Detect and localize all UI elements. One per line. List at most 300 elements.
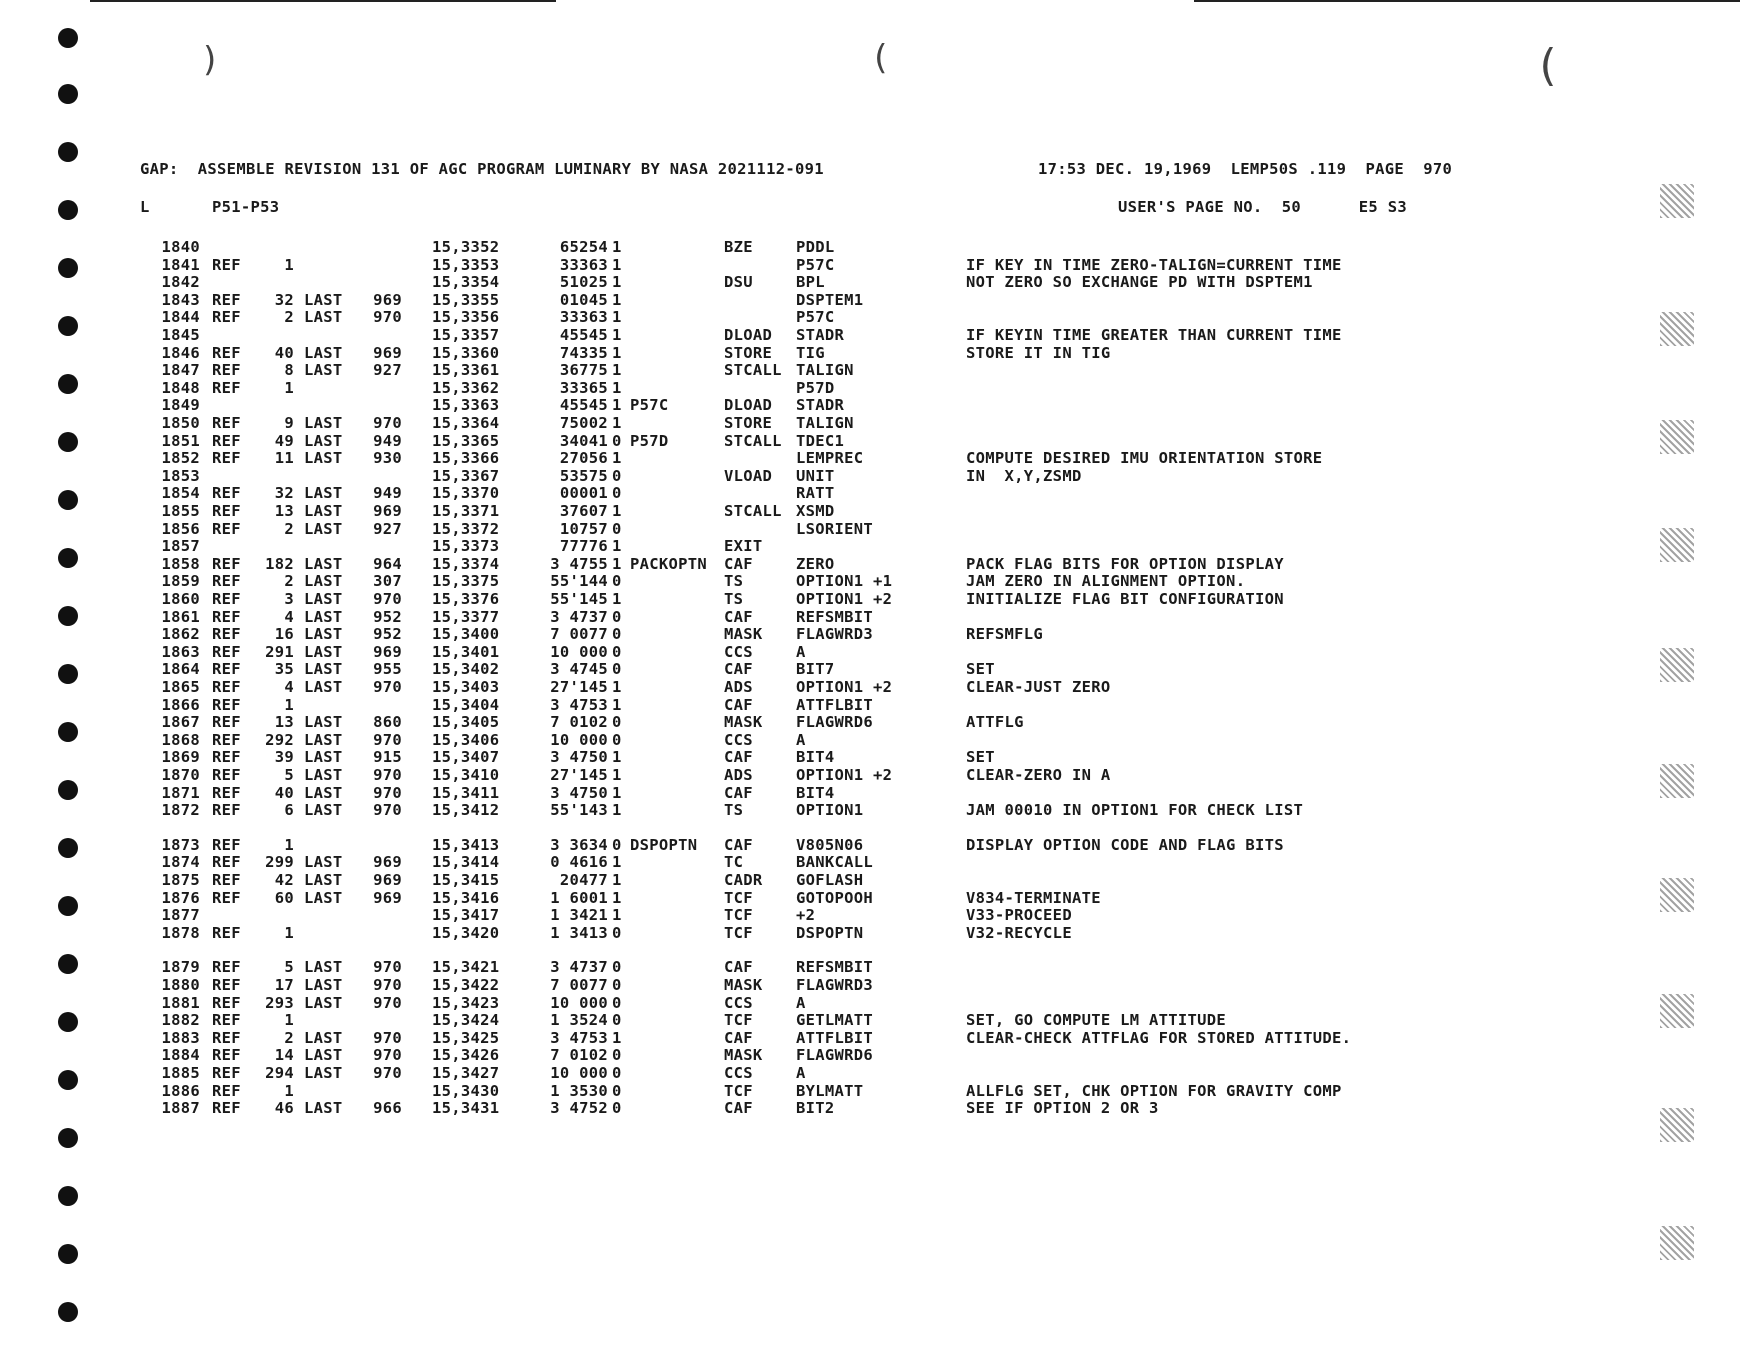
operand: FLAGWRD3 [796,625,874,644]
address: 15,3416 [432,888,500,907]
word-flag: 0 [612,923,622,942]
word-flag: 1 [612,396,622,415]
last-label: LAST [304,1064,343,1082]
line-number: 1862 [161,625,200,644]
address: 15,3430 [432,1081,500,1100]
operand: FLAGWRD6 [796,1046,874,1065]
opcode: TCF [724,1081,753,1100]
last-label: LAST [304,660,343,679]
octal-word: 10 000 [550,993,608,1012]
address: 15,3371 [432,502,500,520]
punch-hole [58,896,78,916]
last-label: LAST [304,766,343,784]
listing-row [120,555,1580,573]
octal-word: 10 000 [550,642,608,661]
section-title: P51-P53 [212,198,280,216]
word-flag: 0 [612,976,622,994]
octal-word: 1 6001 [550,888,608,907]
listing-row [120,976,1580,994]
line-number: 1857 [161,537,200,556]
line-number: 1850 [161,414,200,432]
word-flag: 0 [612,1064,622,1082]
octal-word: 3 4752 [550,1099,608,1118]
ref-count: 8 [284,361,294,380]
listing-row [120,1099,1580,1117]
opcode: STCALL [724,361,782,380]
ref-count: 60 [274,888,294,907]
octal-word: 3 4753 [550,695,608,714]
ref-label: REF [212,730,241,749]
listing-row [120,361,1580,379]
word-flag: 0 [612,484,622,503]
punch-hole [58,1186,78,1206]
last-label: LAST [304,361,343,380]
symbol-label: P57C [630,396,669,415]
last-page: 927 [373,361,402,380]
line-number: 1841 [161,255,200,274]
word-flag: 0 [612,730,622,749]
octal-word: 3 4750 [550,783,608,802]
listing-row [120,801,1580,819]
operand: FLAGWRD6 [796,713,874,732]
punch-hole [58,316,78,336]
ref-label: REF [212,590,241,608]
octal-word: 77776 [559,537,608,556]
line-number: 1845 [161,326,200,344]
address: 15,3366 [432,449,500,468]
ref-label: REF [212,1099,241,1118]
ref-count: 40 [274,343,294,362]
word-flag: 0 [612,466,622,485]
last-label: LAST [304,449,343,468]
opcode: CADR [724,871,763,889]
operand: BIT2 [796,1099,835,1118]
word-flag: 1 [612,537,622,556]
word-flag: 0 [612,1046,622,1065]
word-flag: 1 [612,871,622,889]
symbol-label: P57D [630,431,669,450]
operand: TIG [796,343,825,362]
operand: OPTION1 +2 [796,678,893,696]
listing-row [120,344,1580,362]
octal-word: 36775 [559,361,608,380]
opcode: CAF [724,958,753,977]
last-page: 970 [373,993,402,1012]
last-page: 970 [373,976,402,994]
address: 15,3422 [432,976,500,994]
ref-count: 40 [274,783,294,802]
ref-count: 4 [284,678,294,696]
last-label: LAST [304,590,343,608]
listing-row [120,853,1580,871]
octal-word: 65254 [559,238,608,256]
operand: ZERO [796,554,835,573]
address: 15,3352 [432,238,500,256]
ref-label: REF [212,255,241,274]
octal-word: 01045 [559,290,608,309]
ref-label: REF [212,748,241,767]
last-label: LAST [304,958,343,977]
address: 15,3431 [432,1099,500,1118]
address: 15,3404 [432,695,500,714]
listing-row [120,291,1580,309]
last-page: 964 [373,554,402,573]
listing-row [120,871,1580,889]
listing-row [120,273,1580,291]
last-label: LAST [304,713,343,732]
ref-label: REF [212,308,241,327]
opcode: TS [724,572,744,591]
ref-label: REF [212,835,241,854]
listing-row [120,379,1580,397]
opcode: TCF [724,1011,753,1030]
word-flag: 1 [612,308,622,327]
line-number: 1867 [161,713,200,732]
line-number: 1866 [161,695,200,714]
address: 15,3423 [432,993,500,1012]
ref-count: 11 [274,449,294,468]
word-flag: 0 [612,519,622,538]
ref-count: 1 [284,923,294,942]
opcode: CCS [724,993,753,1012]
last-page: 970 [373,730,402,749]
ref-count: 1 [284,1011,294,1030]
ref-label: REF [212,343,241,362]
address: 15,3355 [432,290,500,309]
line-number: 1865 [161,678,200,696]
last-page: 970 [373,1064,402,1082]
octal-word: 3 4753 [550,1028,608,1047]
opcode: CAF [724,835,753,854]
last-label: LAST [304,976,343,994]
address: 15,3411 [432,783,500,802]
address: 15,3362 [432,378,500,397]
octal-word: 1 3421 [550,906,608,925]
line-number: 1873 [161,835,200,854]
operand: BIT4 [796,748,835,767]
line-number: 1871 [161,783,200,802]
operand: OPTION1 [796,801,864,820]
octal-word: 10 000 [550,1064,608,1082]
line-number: 1846 [161,343,200,362]
line-number: 1884 [161,1046,200,1065]
octal-word: 45545 [559,326,608,344]
comment: CLEAR-ZERO IN A [966,766,1111,784]
ref-count: 16 [274,625,294,644]
opcode: DLOAD [724,326,773,344]
last-page: 969 [373,642,402,661]
word-flag: 1 [612,766,622,784]
ref-label: REF [212,853,241,872]
last-page: 970 [373,801,402,820]
address: 15,3364 [432,414,500,432]
line-number: 1874 [161,853,200,872]
operand: ATTFLBIT [796,695,874,714]
address: 15,3415 [432,871,500,889]
ref-label: REF [212,976,241,994]
opcode: CAF [724,660,753,679]
ref-count: 5 [284,958,294,977]
ref-count: 3 [284,590,294,608]
address: 15,3424 [432,1011,500,1030]
ref-count: 293 [265,993,294,1012]
address: 15,3354 [432,273,500,292]
last-label: LAST [304,607,343,626]
octal-word: 45545 [559,396,608,415]
scan-noise [1660,528,1694,562]
word-flag: 1 [612,590,622,608]
last-label: LAST [304,572,343,591]
octal-word: 10757 [559,519,608,538]
octal-word: 55'143 [550,801,608,820]
ref-count: 294 [265,1064,294,1082]
address: 15,3363 [432,396,500,415]
last-label: LAST [304,290,343,309]
opcode: MASK [724,713,763,732]
comment: V834-TERMINATE [966,888,1101,907]
last-page: 970 [373,678,402,696]
address: 15,3372 [432,519,500,538]
comment: CLEAR-CHECK ATTFLAG FOR STORED ATTITUDE. [966,1028,1352,1047]
last-page: 969 [373,502,402,520]
line-number: 1844 [161,308,200,327]
address: 15,3421 [432,958,500,977]
comment: DISPLAY OPTION CODE AND FLAG BITS [966,835,1284,854]
octal-word: 33363 [559,255,608,274]
operand: A [796,1064,806,1082]
operand: GETLMATT [796,1011,874,1030]
listing-row [120,537,1580,555]
last-page: 970 [373,1046,402,1065]
line-number: 1870 [161,766,200,784]
ref-label: REF [212,484,241,503]
ref-label: REF [212,888,241,907]
ref-label: REF [212,1011,241,1030]
paper-curl-mark: ) [200,40,221,80]
comment: JAM ZERO IN ALIGNMENT OPTION. [966,572,1246,591]
last-label: LAST [304,484,343,503]
line-number: 1879 [161,958,200,977]
ref-count: 42 [274,871,294,889]
line-number: 1859 [161,572,200,591]
listing-row [120,731,1580,749]
ref-label: REF [212,713,241,732]
ref-label: REF [212,1028,241,1047]
last-label: LAST [304,730,343,749]
operand: A [796,730,806,749]
listing-row [120,625,1580,643]
word-flag: 0 [612,431,622,450]
opcode: TCF [724,888,753,907]
operand: UNIT [796,466,835,485]
last-page: 969 [373,343,402,362]
operand: XSMD [796,502,835,520]
punch-hole [58,1070,78,1090]
punch-hole [58,432,78,452]
address: 15,3360 [432,343,500,362]
listing-row [120,484,1580,502]
ref-label: REF [212,1064,241,1082]
listing-row [120,1046,1580,1064]
word-flag: 0 [612,1099,622,1118]
last-page: 970 [373,590,402,608]
listing-row [120,660,1580,678]
address: 15,3414 [432,853,500,872]
last-label: LAST [304,642,343,661]
scan-noise [1660,312,1694,346]
comment: ALLFLG SET, CHK OPTION FOR GRAVITY COMP [966,1081,1342,1100]
line-number: 1852 [161,449,200,468]
line-number: 1876 [161,888,200,907]
listing-row [120,572,1580,590]
octal-word: 74335 [559,343,608,362]
octal-word: 3 4750 [550,748,608,767]
punch-hole [58,200,78,220]
operand: FLAGWRD3 [796,976,874,994]
last-page: 949 [373,484,402,503]
octal-word: 55'145 [550,590,608,608]
listing-row [120,696,1580,714]
last-label: LAST [304,1099,343,1118]
octal-word: 51025 [559,273,608,292]
line-number: 1847 [161,361,200,380]
punch-hole [58,1128,78,1148]
line-number: 1880 [161,976,200,994]
last-page: 860 [373,713,402,732]
opcode: STORE [724,343,773,362]
octal-word: 10 000 [550,730,608,749]
listing-row [120,678,1580,696]
opcode: STCALL [724,431,782,450]
last-page: 966 [373,1099,402,1118]
last-page: 969 [373,888,402,907]
word-flag: 0 [612,958,622,977]
comment: SET, GO COMPUTE LM ATTITUDE [966,1011,1227,1030]
scan-noise [1660,1226,1694,1260]
listing-row [120,1029,1580,1047]
ref-count: 32 [274,290,294,309]
listing-row [120,467,1580,485]
ref-count: 2 [284,1028,294,1047]
comment: NOT ZERO SO EXCHANGE PD WITH DSPTEM1 [966,273,1313,292]
operand: OPTION1 +2 [796,766,893,784]
ref-count: 6 [284,801,294,820]
last-page: 930 [373,449,402,468]
punch-hole [58,838,78,858]
ref-count: 5 [284,766,294,784]
ref-count: 14 [274,1046,294,1065]
ref-label: REF [212,290,241,309]
address: 15,3373 [432,537,500,556]
last-page: 969 [373,871,402,889]
line-number: 1863 [161,642,200,661]
ref-count: 4 [284,607,294,626]
listing-row [120,590,1580,608]
line-number: 1883 [161,1028,200,1047]
octal-word: 3 4755 [550,554,608,573]
octal-word: 20477 [559,871,608,889]
last-label: LAST [304,1046,343,1065]
operand: REFSMBIT [796,958,874,977]
line-number: 1848 [161,378,200,397]
octal-word: 27'145 [550,766,608,784]
last-label: LAST [304,783,343,802]
last-label: LAST [304,888,343,907]
word-flag: 0 [612,993,622,1012]
ref-count: 291 [265,642,294,661]
comment: INITIALIZE FLAG BIT CONFIGURATION [966,590,1284,608]
last-label: LAST [304,431,343,450]
operand: OPTION1 +2 [796,590,893,608]
last-label: LAST [304,625,343,644]
ref-label: REF [212,378,241,397]
scan-noise [1660,764,1694,798]
line-number: 1877 [161,906,200,925]
last-page: 915 [373,748,402,767]
operand: V805N06 [796,835,864,854]
address: 15,3403 [432,678,500,696]
comment: SET [966,660,995,679]
ref-count: 13 [274,502,294,520]
comment: IF KEY IN TIME ZERO-TALIGN=CURRENT TIME [966,255,1342,274]
address: 15,3413 [432,835,500,854]
punch-hole [58,606,78,626]
assembly-header: GAP: ASSEMBLE REVISION 131 OF AGC PROGRAM LUMINARY BY NASA 2021112-091 [140,160,824,178]
comment: REFSMFLG [966,625,1044,644]
line-number: 1855 [161,502,200,520]
top-rule-left [90,0,556,2]
word-flag: 1 [612,255,622,274]
comment: CLEAR-JUST ZERO [966,678,1111,696]
ref-count: 182 [265,554,294,573]
scan-noise [1660,1108,1694,1142]
top-rule-right [1194,0,1740,2]
octal-word: 3 4745 [550,660,608,679]
scan-noise [1660,420,1694,454]
opcode: ADS [724,766,753,784]
address: 15,3401 [432,642,500,661]
opcode: TCF [724,923,753,942]
ref-label: REF [212,993,241,1012]
listing-row [120,520,1580,538]
operand: TDEC1 [796,431,845,450]
listing-row [120,396,1580,414]
ref-label: REF [212,660,241,679]
last-page: 949 [373,431,402,450]
address: 15,3406 [432,730,500,749]
line-number: 1842 [161,273,200,292]
operand: RATT [796,484,835,503]
address: 15,3376 [432,590,500,608]
octal-word: 34041 [559,431,608,450]
punch-hole [58,142,78,162]
operand: BPL [796,273,825,292]
ref-count: 1 [284,695,294,714]
octal-word: 1 3524 [550,1011,608,1030]
ref-count: 1 [284,378,294,397]
opcode: DLOAD [724,396,773,415]
listing-row [120,713,1580,731]
users-page-number: USER'S PAGE NO. 50 E5 S3 [1118,198,1407,216]
word-flag: 0 [612,607,622,626]
opcode: CAF [724,554,753,573]
octal-word: 27'145 [550,678,608,696]
last-label: LAST [304,519,343,538]
octal-word: 75002 [559,414,608,432]
listing-row [120,958,1580,976]
address: 15,3405 [432,713,500,732]
operand: P57C [796,255,835,274]
